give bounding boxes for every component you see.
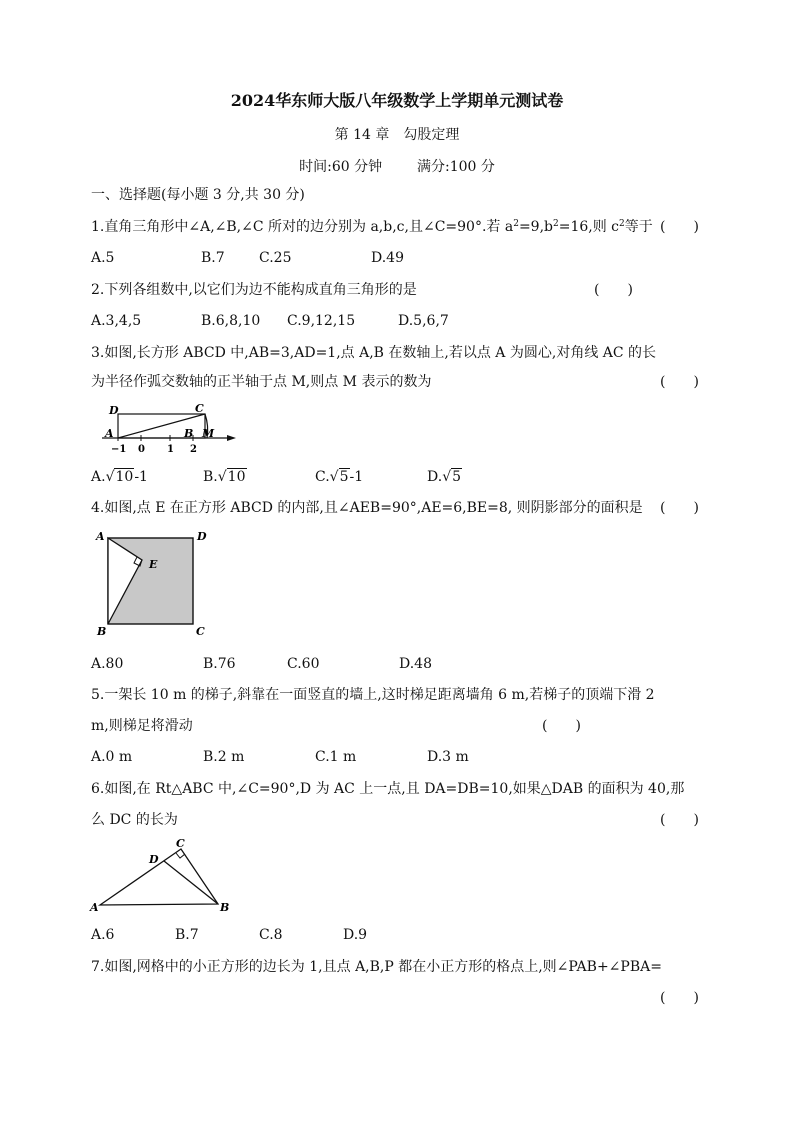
answer-blank-5[interactable]: ( ) <box>542 718 581 734</box>
question-7-stem: 7.如图,网格中的小正方形的边长为 1,且点 A,B,P 都在小正方形的格点上,则∠PAB+∠PBA= <box>91 959 662 975</box>
question-4-stem: 4.如图,点 E 在正方形 ABCD 的内部,且∠AEB=90°,AE=6,BE=8, 则阴影部分的面积是 <box>91 500 643 516</box>
sqrt-icon: √5 <box>442 469 462 485</box>
segment-db <box>164 861 218 904</box>
answer-blank-7[interactable]: ( ) <box>660 990 699 1006</box>
exam-score: 满分:100 分 <box>417 159 495 175</box>
question-5-stem-line1: 5.一架长 10 m 的梯子,斜靠在一面竖直的墙上,这时梯足距离墙角 6 m,若梯子的顶端下滑 2 <box>91 687 655 703</box>
option-d[interactable]: D.48 <box>399 656 432 672</box>
option-a[interactable]: A.5 <box>91 250 115 266</box>
question-1-stem: 1.直角三角形中∠A,∠B,∠C 所对的边分别为 a,b,c,且∠C=90°.若 $a^2=9,b^2=16$,则 $c^2$等于 <box>91 219 653 235</box>
option-a[interactable]: A.0 m <box>91 749 133 765</box>
label-d: D <box>197 530 207 543</box>
option-a[interactable]: A.6 <box>91 927 115 943</box>
sqrt-icon: √10 <box>217 469 246 485</box>
question-6-stem-line1: 6.如图,在 Rt△ABC 中,∠C=90°,D 为 AC 上一点,且 DA=DB=10,如果△DAB 的面积为 40,那 <box>91 781 685 797</box>
label-c: C <box>176 837 185 850</box>
figure-number-line-rectangle <box>100 400 240 456</box>
option-b[interactable]: B.7 <box>175 927 199 943</box>
sqrt-icon: √5 <box>329 469 349 485</box>
tick-label-minus1: −1 <box>111 444 127 455</box>
answer-blank-2[interactable]: ( ) <box>594 282 633 298</box>
tick-label-2: 2 <box>190 444 197 455</box>
question-5-stem-line2: m,则梯足将滑动 <box>91 718 193 734</box>
label-d: D <box>109 404 119 417</box>
label-d: D <box>149 853 159 866</box>
option-d[interactable]: D.√5 <box>427 469 462 485</box>
question-2-stem: 2.下列各组数中,以它们为边不能构成直角三角形的是 <box>91 282 417 298</box>
option-c[interactable]: C.8 <box>259 927 283 943</box>
exam-info <box>0 156 794 176</box>
answer-blank-6[interactable]: ( ) <box>660 812 699 828</box>
question-3-stem-line2: 为半径作弧交数轴的正半轴于点 M,则点 M 表示的数为 <box>91 374 432 390</box>
option-b[interactable]: B.6,8,10 <box>201 313 261 329</box>
label-c: C <box>195 402 204 415</box>
answer-blank-1[interactable]: ( ) <box>660 219 699 235</box>
option-c[interactable]: C.1 m <box>315 749 357 765</box>
option-b[interactable]: B.2 m <box>203 749 245 765</box>
arrow-icon <box>227 435 236 441</box>
exam-time: 时间:60 分钟 <box>299 159 383 175</box>
answer-blank-4[interactable]: ( ) <box>660 500 699 516</box>
question-6-stem-line2: 么 DC 的长为 <box>91 812 178 828</box>
option-c[interactable]: C.9,12,15 <box>287 313 356 329</box>
label-a: A <box>96 530 105 543</box>
option-c[interactable]: C.√5-1 <box>315 469 364 485</box>
option-c[interactable]: C.60 <box>287 656 320 672</box>
answer-blank-3[interactable]: ( ) <box>660 374 699 390</box>
section-heading: 一、选择题(每小题 3 分,共 30 分) <box>91 187 305 203</box>
page-title: 2024华东师大版八年级数学上学期单元测试卷 <box>230 91 564 110</box>
figure-triangle-abc <box>86 834 236 916</box>
option-b[interactable]: B.76 <box>203 656 236 672</box>
sqrt-icon: √10 <box>105 469 134 485</box>
option-d[interactable]: D.5,6,7 <box>398 313 449 329</box>
label-e: E <box>149 558 158 571</box>
chapter-title: 第 14 章 勾股定理 <box>334 127 460 143</box>
option-b[interactable]: B.√10 <box>203 469 246 485</box>
figure-square-abcd <box>92 528 216 640</box>
label-b: B <box>184 427 194 440</box>
option-d[interactable]: D.9 <box>343 927 368 943</box>
triangle-abc <box>100 849 218 905</box>
label-c: C <box>196 625 205 638</box>
label-m: M <box>202 427 215 440</box>
option-a[interactable]: A.80 <box>91 656 124 672</box>
label-b: B <box>97 625 107 638</box>
tick-label-0: 0 <box>138 444 145 455</box>
question-3-stem-line1: 3.如图,长方形 ABCD 中,AB=3,AD=1,点 A,B 在数轴上,若以点 A 为圆心,对角线 AC 的长 <box>91 345 657 361</box>
label-a: A <box>90 901 99 914</box>
option-d[interactable]: D.49 <box>371 250 404 266</box>
option-a[interactable]: A.√10-1 <box>91 469 148 485</box>
option-d[interactable]: D.3 m <box>427 749 469 765</box>
label-a: A <box>105 427 114 440</box>
option-c[interactable]: C.25 <box>259 250 292 266</box>
label-b: B <box>220 901 230 914</box>
tick-label-1: 1 <box>167 444 174 455</box>
option-a[interactable]: A.3,4,5 <box>91 313 142 329</box>
option-b[interactable]: B.7 <box>201 250 225 266</box>
